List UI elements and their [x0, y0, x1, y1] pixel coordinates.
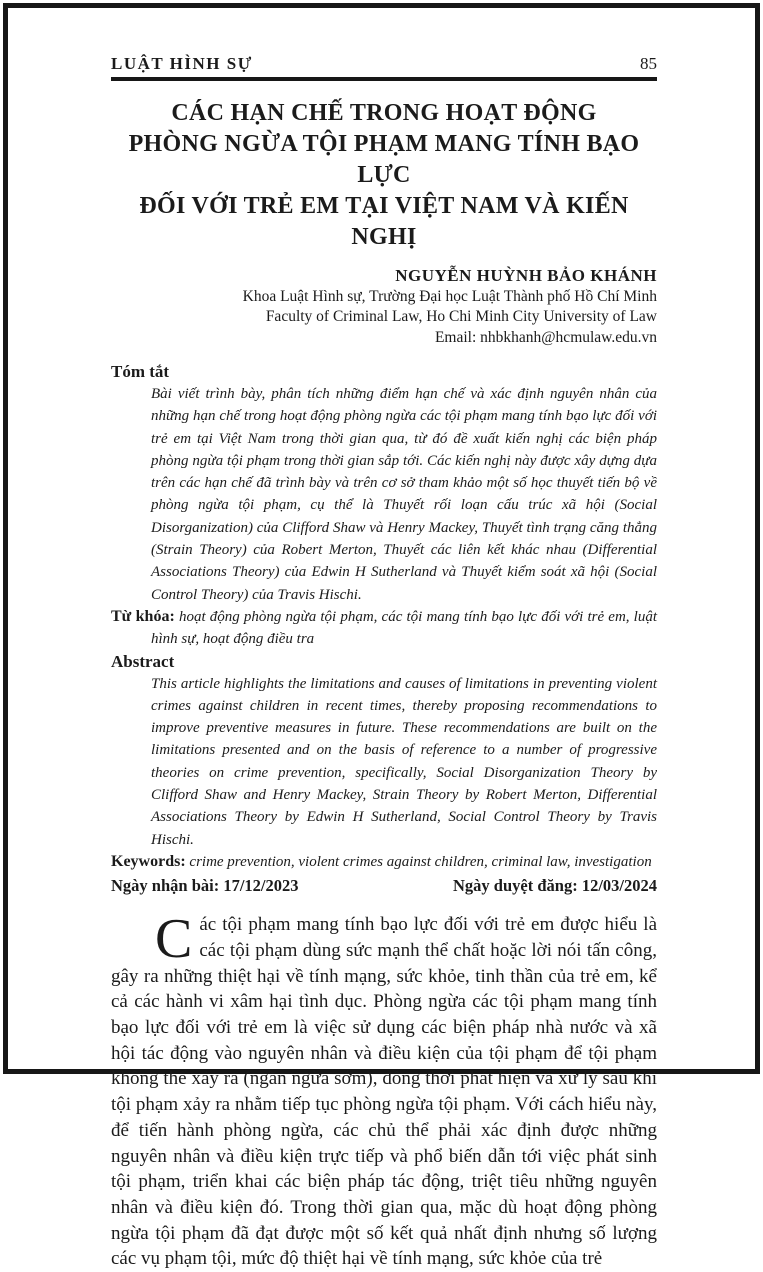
author-affiliation-en: Faculty of Criminal Law, Ho Chi Minh City University of Law [265, 308, 657, 325]
article-title [111, 98, 657, 253]
abstract-vi-heading: Tóm tắt [111, 362, 170, 381]
email-address: nhbkhanh@hcmulaw.edu.vn [480, 328, 657, 346]
keywords-vi-label: Từ khóa: [111, 607, 175, 625]
author-block [111, 266, 657, 348]
author-email-line [111, 328, 657, 349]
accepted-date-value: 12/03/2024 [581, 876, 657, 896]
keywords-vi-line [111, 606, 657, 651]
page-content [8, 8, 755, 1270]
received-date-label: Ngày nhận bài: [111, 876, 220, 896]
page-border [3, 3, 760, 1270]
abstract-en-text: This article highlights the limitations and causes of limitations in preventing violent crimes against children in recent times, thereby proposing recommendations to improve preventive measures in future. These recommendations are built on the limitations presented and on the basis of reference to a number of progressive theories on crime prevention, specifically, Social Disorganization Theory by Clifford Shaw and Henry Mackey, Strain Theory by Robert Merton, Differential Associations Theory by Edwin H Sutherland, Social Control Theory by Travis Hischi. [151, 675, 657, 848]
author-affiliation-vi: Khoa Luật Hình sự, Trường Đại học Luật Thành phố Hồ Chí Minh [242, 287, 657, 305]
dates-row [111, 874, 657, 898]
body-text: ác tội phạm mang tính bạo lực đối với trẻ em được hiểu là các tội phạm dùng sức mạnh thể chất hoặc lời nói tấn công, gây ra những thiệt hại về tính mạng, sức khỏe, tinh thần của trẻ em, kể cả các hành vi xâm hại tình dục. Phòng ngừa các tội phạm mang tính bạo lực đối với trẻ em là việc sử dụng các biện pháp nhà nước và xã hội tác động vào nguyên nhân và điều kiện của tội phạm để tội phạm không thể xảy ra (ngăn ngừa sớm), đồng thời phát hiện và xử lý sau khi tội phạm xảy ra nhằm tiếp tục phòng ngừa tội phạm. Với cách hiểu này, để tiến hành phòng ngừa, các chủ thể phải xác định được những nguyên nhân và điều kiện trực tiếp và phổ biến dẫn tới việc phát sinh tội phạm, triển khai các biện pháp tác động, triệt tiêu những nguyên nhân và điều kiện đó. Trong thời gian qua, mặc dù hoạt động phòng ngừa tội phạm đã đạt được một số kết quả nhất định nhưng số lượng các vụ phạm tội, mức độ thiệt hại về tính mạng, sức khỏe của trẻ [111, 914, 657, 1270]
abstract-section [111, 361, 657, 898]
received-date [111, 874, 299, 898]
article-title-line-1: CÁC HẠN CHẾ TRONG HOẠT ĐỘNG [171, 100, 597, 126]
accepted-date-label: Ngày duyệt đăng: [453, 876, 578, 896]
article-title-line-3: ĐỐI VỚI TRẺ EM TẠI VIỆT NAM VÀ KIẾN NGHỊ [139, 193, 629, 250]
abstract-en-heading: Abstract [111, 651, 175, 671]
author-name: NGUYỄN HUỲNH BẢO KHÁNH [395, 266, 657, 285]
page-number: 85 [640, 54, 657, 73]
running-header [111, 54, 657, 81]
drop-cap: C [155, 908, 193, 971]
keywords-en-text: crime prevention, violent crimes against children, criminal law, investigation [189, 853, 652, 870]
received-date-value: 17/12/2023 [223, 876, 299, 896]
keywords-vi-text: hoạt động phòng ngừa tội phạm, các tội mang tính bạo lực đối với trẻ em, luật hình sự, hoạt động điều tra [151, 608, 657, 648]
abstract-vi-text: Bài viết trình bày, phân tích những điểm hạn chế và xác định nguyên nhân của những hạn chế trong hoạt động phòng ngừa các tội phạm mang tính bạo lực đối với trẻ em tại Việt Nam trong thời gian qua, từ đó đề xuất kiến nghị các biện pháp phòng ngừa tội phạm trong thời gian sắp tới. Các kiến nghị này được xây dựng dựa trên các hạn chế đã trình bày và trên cơ sở tham khảo một số học thuyết tiến bộ về phòng ngừa tội phạm, cụ thể là Thuyết rối loạn cấu trúc xã hội (Social Disorganization) của Clifford Shaw và Henry Mackey, Thuyết tình trạng căng thẳng (Strain Theory) của Robert Merton, Thuyết các liên kết khác nhau (Differential Associations Theory) của Edwin H Sutherland và Thuyết kiểm soát xã hội (Social Control Theory) của Travis Hischi. [151, 386, 657, 603]
journal-section-title: LUẬT HÌNH SỰ [111, 54, 253, 73]
accepted-date [453, 874, 657, 898]
body-paragraph [111, 908, 657, 1272]
keywords-en-line [111, 851, 657, 873]
keywords-en-label: Keywords: [111, 852, 186, 870]
article-title-line-2: PHÒNG NGỪA TỘI PHẠM MANG TÍNH BẠO LỰC [128, 131, 640, 188]
email-label: Email: [434, 328, 477, 346]
